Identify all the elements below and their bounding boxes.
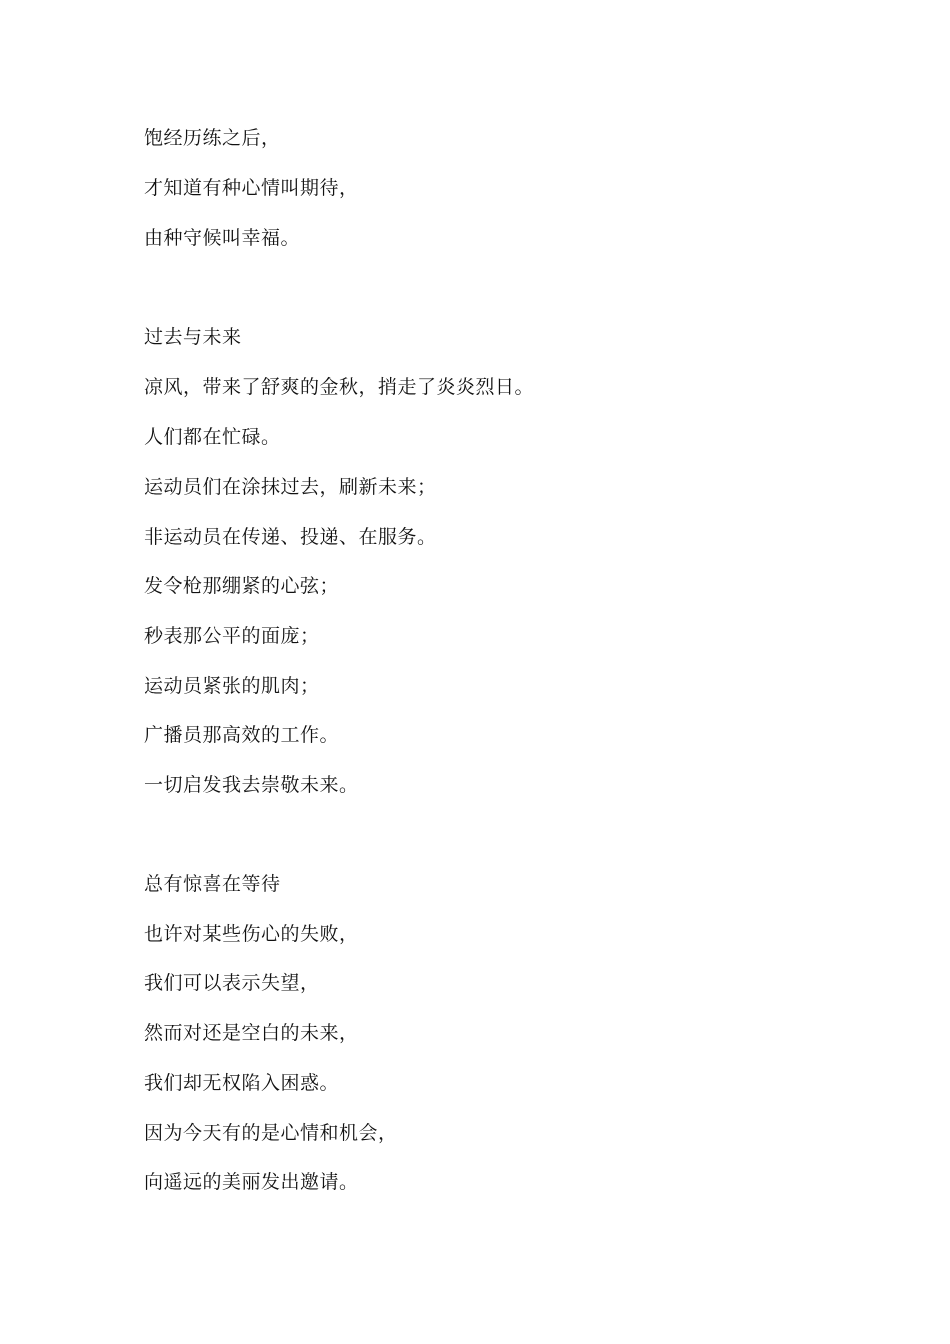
- poem-line: 运动员们在涂抹过去，刷新未来；: [144, 476, 437, 498]
- poem-line: 才知道有种心情叫期待，: [144, 177, 359, 199]
- poem-line: 发令枪那绷紧的心弦；: [144, 575, 340, 597]
- poem-line: 向遥远的美丽发出邀请。: [144, 1171, 359, 1193]
- poem-line: 然而对还是空白的未来，: [144, 1022, 359, 1044]
- poem-line: 秒表那公平的面庞；: [144, 625, 320, 647]
- poem-line: 我们可以表示失望，: [144, 972, 320, 994]
- poem-line: 广播员那高效的工作。: [144, 724, 340, 746]
- poem-line: 一切启发我去崇敬未来。: [144, 774, 359, 796]
- section-title: 过去与未来: [144, 326, 242, 348]
- poem-line: 我们却无权陷入困惑。: [144, 1072, 340, 1094]
- section-title: 总有惊喜在等待: [144, 873, 281, 895]
- poem-line: 凉风，带来了舒爽的金秋，捎走了炎炎烈日。: [144, 376, 535, 398]
- poem-line: 由种守候叫幸福。: [144, 227, 301, 249]
- poem-line: 也许对某些伤心的失败，: [144, 923, 359, 945]
- poem-line: 因为今天有的是心情和机会，: [144, 1122, 398, 1144]
- poem-line: 运动员紧张的肌肉；: [144, 675, 320, 697]
- poem-line: 饱经历练之后，: [144, 127, 281, 149]
- poem-line: 人们都在忙碌。: [144, 426, 281, 448]
- poem-line: 非运动员在传递、投递、在服务。: [144, 526, 437, 548]
